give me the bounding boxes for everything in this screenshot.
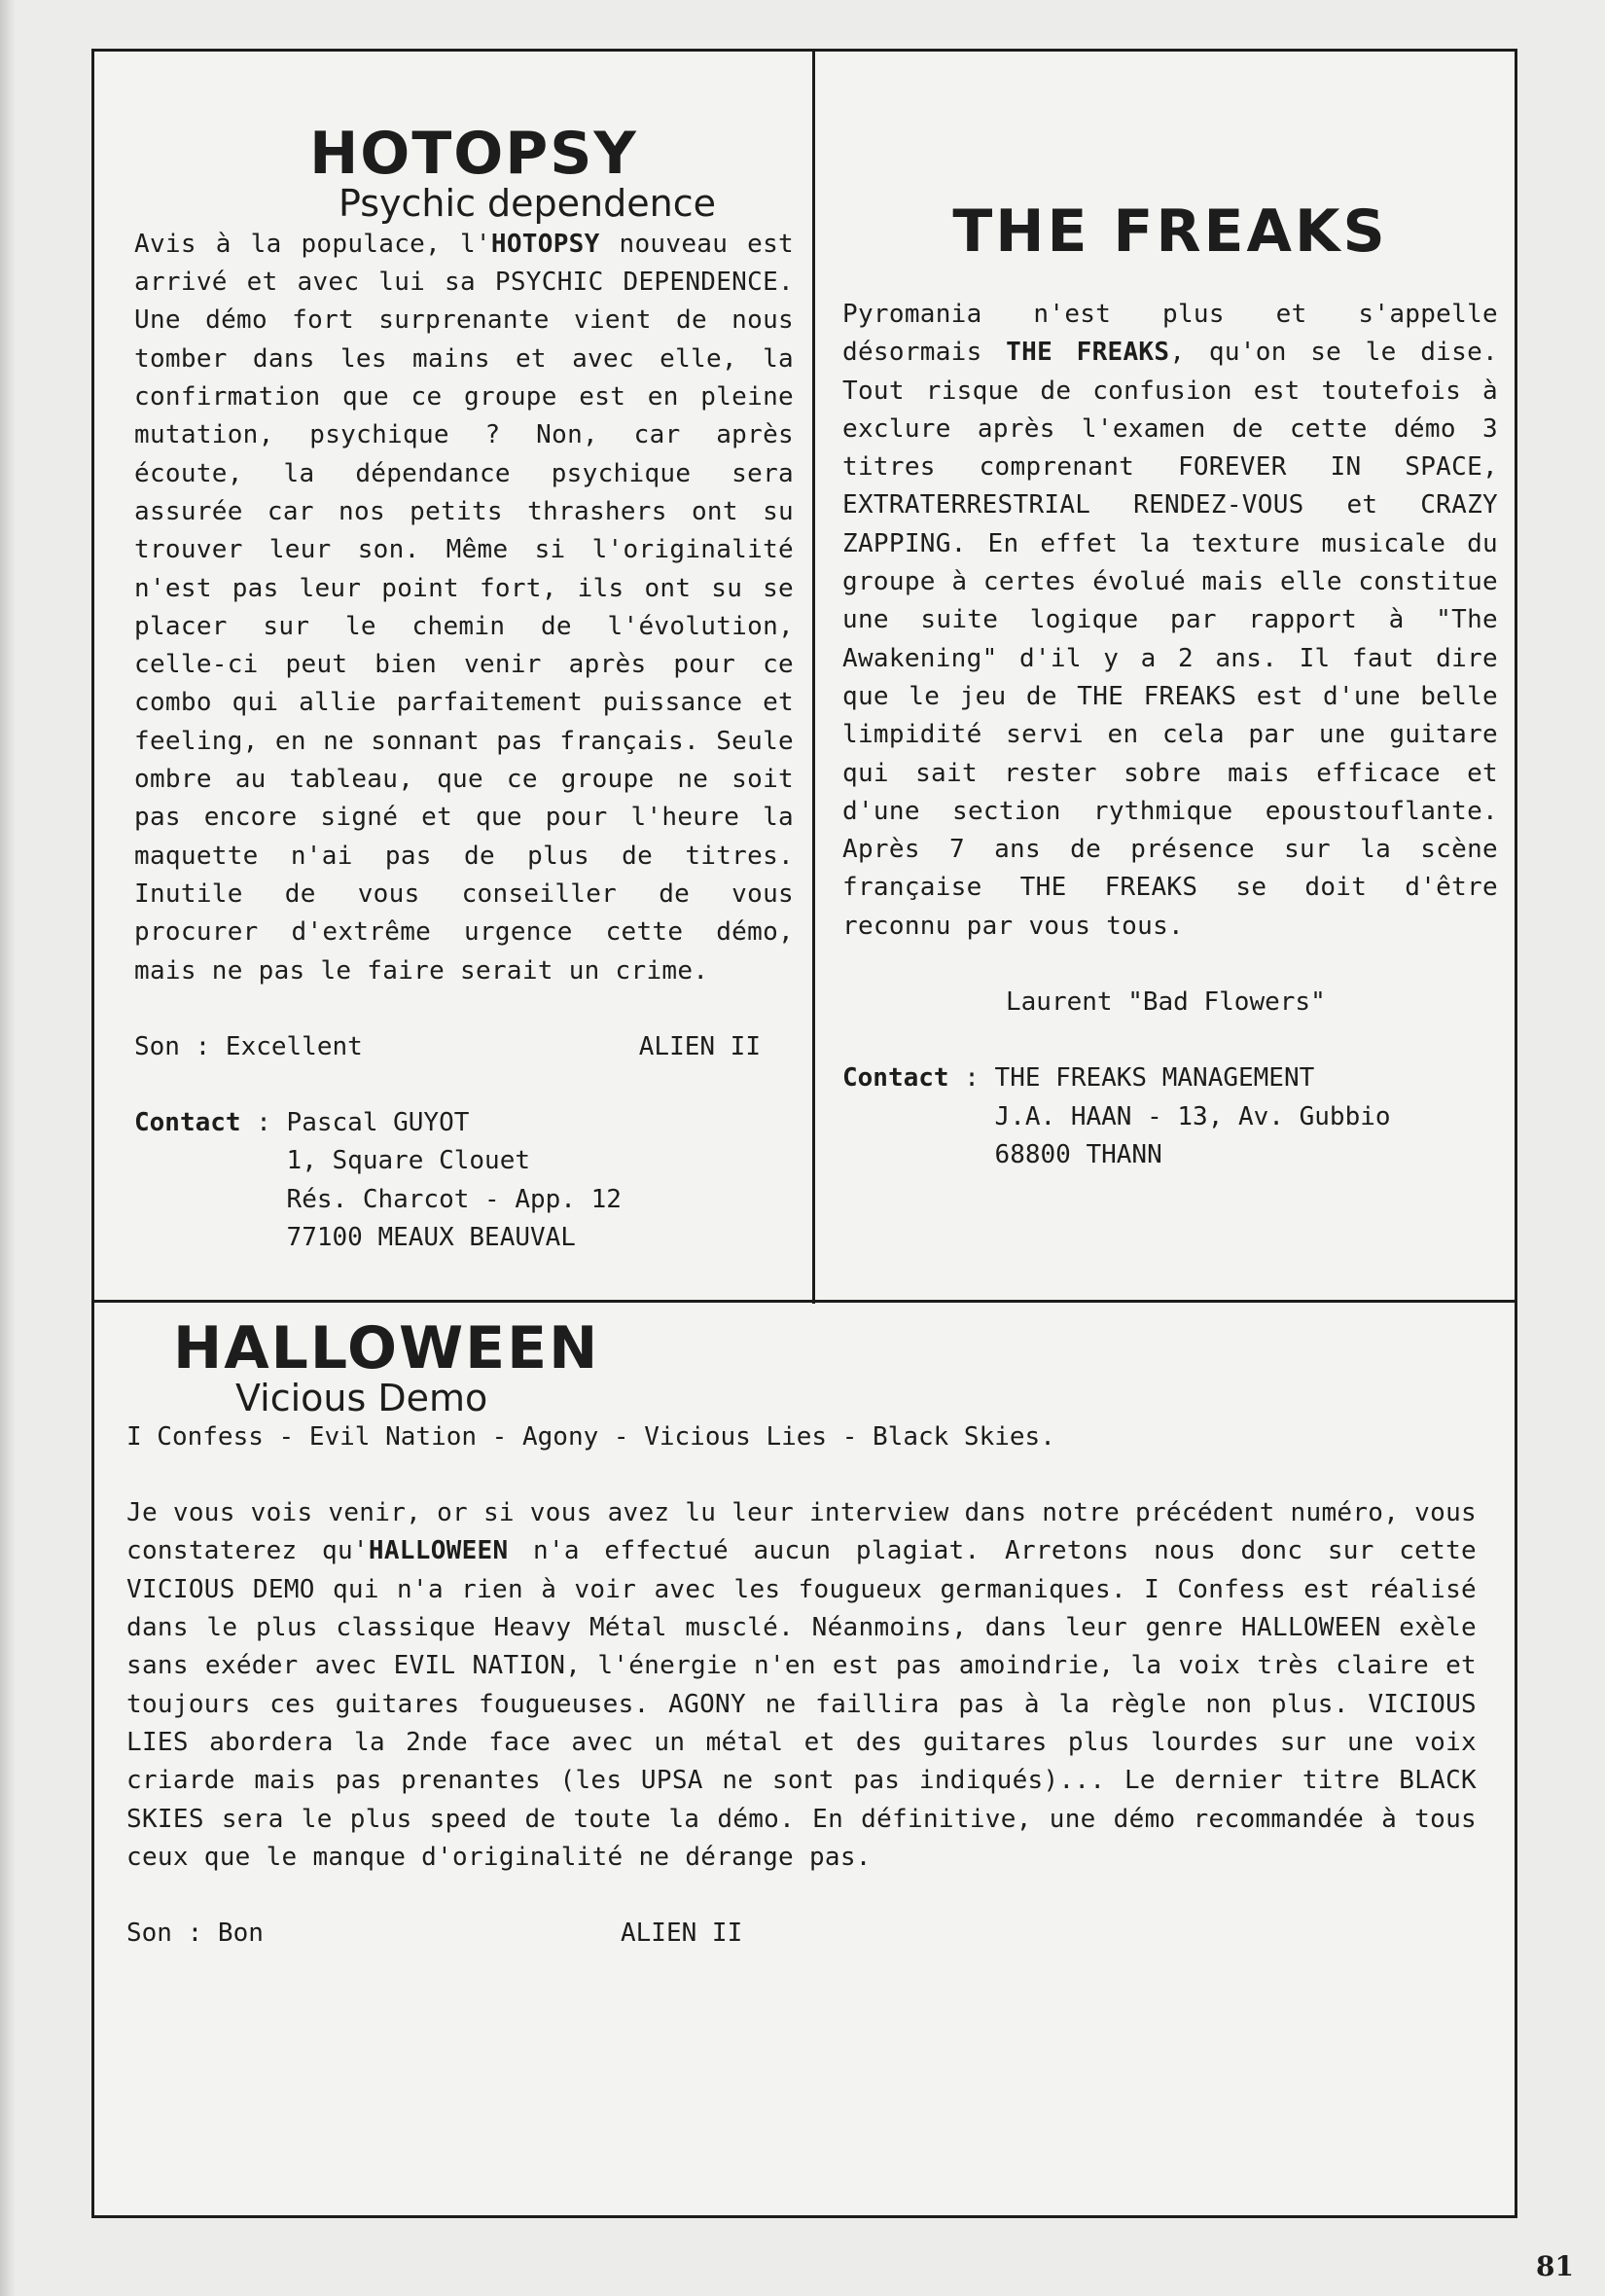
halloween-band-name: HALLOWEEN	[368, 1536, 509, 1566]
hotopsy-contact-line: 77100 MEAUX BEAUVAL	[286, 1223, 576, 1253]
hotopsy-review	[134, 120, 794, 1257]
freaks-body-rest: , qu'on se le dise. Tout risque de confusion est toutefois à exclure après l'examen de cette démo 3 titres comprenant FOREVER IN SPACE, EXTRATERRESTRIAL RENDEZ-VOUS et CRAZY ZAPPING. En effet la texture musicale du groupe à certes évolué mais elle constitue une suite logique par rapport à "The Awakening" d'il y a 2 ans. Il faut dire que le jeu de THE FREAKS est d'une belle limpidité servi en cela par une guitare qui sait rester sobre mais efficace et d'une section rythmique epoustouflante. Après 7 ans de présence sur la scène française THE FREAKS se doit d'être reconnu par vous tous.	[842, 338, 1498, 941]
hotopsy-contact-line: Rés. Charcot - App. 12	[286, 1184, 622, 1214]
halloween-body	[126, 1494, 1477, 1877]
page-edge-shadow	[0, 0, 16, 2296]
hotopsy-contact-label: Contact :	[134, 1108, 287, 1138]
hotopsy-title: HOTOPSY	[309, 120, 638, 188]
freaks-contact-label: Contact :	[842, 1063, 995, 1094]
halloween-review	[126, 1314, 1477, 1953]
halloween-sound-rating: Son : Bon	[126, 1919, 264, 1949]
freaks-review	[842, 197, 1498, 1174]
freaks-band-name: THE FREAKS	[1006, 338, 1170, 368]
hotopsy-body	[134, 226, 794, 990]
hotopsy-contact-address	[287, 1104, 622, 1257]
halloween-subtitle: Vicious Demo	[235, 1377, 488, 1419]
freaks-body-start: Pyromania n'est plus et s'appelle désormais	[842, 300, 1498, 368]
page-number: 81	[1536, 2250, 1574, 2282]
hotopsy-sound-rating: Son : Excellent	[134, 1031, 363, 1061]
hotopsy-contact-line: 1, Square Clouet	[286, 1146, 530, 1176]
hotopsy-contact-line: Pascal GUYOT	[286, 1108, 470, 1138]
freaks-contact-line: THE FREAKS MANAGEMENT	[994, 1063, 1315, 1094]
freaks-title: THE FREAKS	[952, 197, 1388, 266]
hotopsy-band-name: HOTOPSY	[490, 229, 600, 259]
halloween-author: ALIEN II	[621, 1919, 743, 1949]
hotopsy-body-start: Avis à la populace, l'	[134, 229, 491, 259]
hotopsy-body-rest: nouveau est arrivé et avec lui sa PSYCHIC DEPENDENCE. Une démo fort surprenante vient de nous tomber dans les mains et avec elle, la confirmation que ce groupe est en pleine mutation, psychique ? Non, car après écoute, la dépendance psychique sera assurée car nos petits thrashers ont su trouver leur son. Même si l'originalité n'est pas leur point fort, ils ont su se placer sur le chemin de l'évolution, celle-ci peut bien venir après pour ce combo qui allie parfaitement puissance et feeling, en ne sonnant pas français. Seule ombre au tableau, que ce groupe ne soit pas encore signé et que pour l'heure la maquette n'ai pas de plus de titres. Inutile de vous conseiller de vous procurer d'extrême urgence cette démo, mais ne pas le faire serait un crime.	[134, 229, 794, 986]
halloween-title: HALLOWEEN	[173, 1314, 600, 1382]
freaks-body	[842, 296, 1498, 946]
freaks-contact-line: J.A. HAAN - 13, Av. Gubbio	[994, 1101, 1391, 1131]
hotopsy-author: ALIEN II	[638, 1031, 761, 1061]
hotopsy-subtitle: Psychic dependence	[339, 182, 716, 225]
column-divider	[812, 49, 815, 1304]
section-divider	[91, 1300, 1517, 1303]
halloween-body-start: Je vous vois venir, or si vous avez lu leur interview dans notre précédent numéro, vous constaterez qu'	[126, 1498, 1477, 1566]
freaks-contact-address	[995, 1059, 1391, 1174]
halloween-tracklist: I Confess - Evil Nation - Agony - Vicious Lies - Black Skies.	[126, 1421, 1055, 1452]
freaks-author: Laurent "Bad Flowers"	[1006, 987, 1326, 1018]
halloween-body-rest: n'a effectué aucun plagiat. Arretons nous donc sur cette VICIOUS DEMO qui n'a rien à voir avec les fougueux germaniques. I Confess est réalisé dans le plus classique Heavy Métal musclé. Néanmoins, dans leur genre HALLOWEEN exèle sans exéder avec EVIL NATION, l'énergie n'en est pas amoindrie, la voix très claire et toujours ces guitares fougueuses. AGONY ne faillira pas à la règle non plus. VICIOUS LIES abordera la 2nde face avec un métal et des guitares plus lourdes sur une voix criarde mais pas prenantes (les UPSA ne sont pas indiqués)... Le dernier titre BLACK SKIES sera le plus speed de toute la démo. En définitive, une démo recommandée à tous ceux que le manque d'originalité ne dérange pas.	[126, 1536, 1477, 1872]
freaks-contact-line: 68800 THANN	[994, 1139, 1162, 1169]
